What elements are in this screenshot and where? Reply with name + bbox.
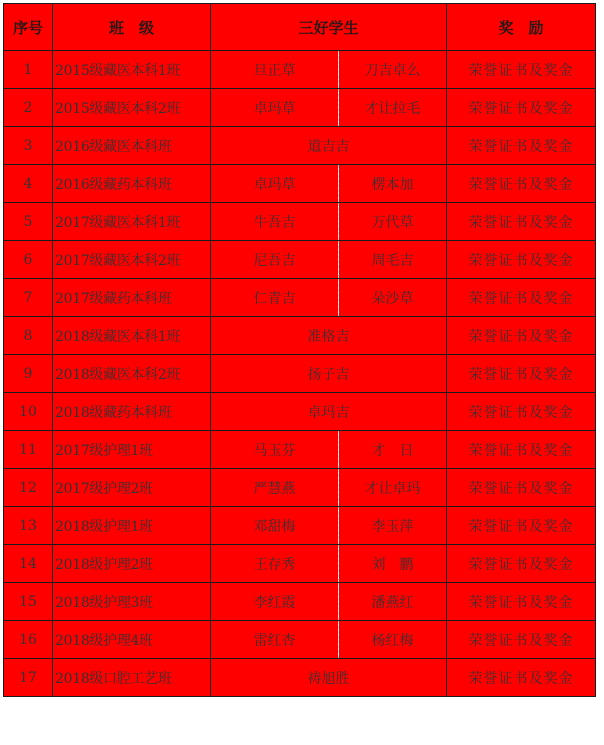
- class-name: 2017级藏药本科班: [53, 279, 211, 317]
- table-row: [4, 545, 596, 583]
- class-name: 2017级护理2班: [53, 469, 211, 507]
- row-number: 1: [4, 51, 53, 89]
- award: 荣誉证书及奖金: [447, 317, 596, 355]
- student-name: 刀吉卓么: [339, 51, 447, 89]
- header-class: 班 级: [53, 4, 211, 51]
- award: 荣誉证书及奖金: [447, 355, 596, 393]
- student-name: 才让拉毛: [339, 89, 447, 127]
- award: 荣誉证书及奖金: [447, 127, 596, 165]
- class-name: 2016级藏药本科班: [53, 165, 211, 203]
- table-row: [4, 659, 596, 697]
- student-name: 楞本加: [339, 165, 447, 203]
- award: 荣誉证书及奖金: [447, 241, 596, 279]
- student-name: 卓玛草: [211, 165, 339, 203]
- table-row: [4, 583, 596, 621]
- row-number: 6: [4, 241, 53, 279]
- award: 荣誉证书及奖金: [447, 469, 596, 507]
- student-name: 杨红梅: [339, 621, 447, 659]
- row-number: 2: [4, 89, 53, 127]
- row-number: 7: [4, 279, 53, 317]
- award: 荣誉证书及奖金: [447, 507, 596, 545]
- student-name: 王存秀: [211, 545, 339, 583]
- row-number: 5: [4, 203, 53, 241]
- table-row: [4, 431, 596, 469]
- row-number: 12: [4, 469, 53, 507]
- class-name: 2017级藏医本科1班: [53, 203, 211, 241]
- award: 荣誉证书及奖金: [447, 431, 596, 469]
- student-name: 扬子吉: [211, 355, 447, 393]
- award: 荣誉证书及奖金: [447, 51, 596, 89]
- header-students: 三好学生: [211, 4, 447, 51]
- table-row: [4, 621, 596, 659]
- table-row: [4, 317, 596, 355]
- table-row: [4, 241, 596, 279]
- honor-table: [3, 3, 596, 697]
- row-number: 17: [4, 659, 53, 697]
- table-row: [4, 89, 596, 127]
- class-name: 2016级藏医本科班: [53, 127, 211, 165]
- table-row: [4, 51, 596, 89]
- student-name: 严慧燕: [211, 469, 339, 507]
- award: 荣誉证书及奖金: [447, 659, 596, 697]
- award: 荣誉证书及奖金: [447, 89, 596, 127]
- student-name: 才让卓玛: [339, 469, 447, 507]
- class-name: 2018级藏医本科2班: [53, 355, 211, 393]
- award: 荣誉证书及奖金: [447, 621, 596, 659]
- student-name: 道吉吉: [211, 127, 447, 165]
- table-header: [4, 4, 596, 51]
- student-name: 准格吉: [211, 317, 447, 355]
- table-body: [4, 51, 596, 697]
- class-name: 2015级藏医本科1班: [53, 51, 211, 89]
- student-name: 刘 鹏: [339, 545, 447, 583]
- table-row: [4, 355, 596, 393]
- award: 荣誉证书及奖金: [447, 165, 596, 203]
- student-name: 李红霞: [211, 583, 339, 621]
- student-name: 马玉芬: [211, 431, 339, 469]
- class-name: 2018级口腔工艺班: [53, 659, 211, 697]
- header-award: 奖 励: [447, 4, 596, 51]
- row-number: 4: [4, 165, 53, 203]
- class-name: 2017级护理1班: [53, 431, 211, 469]
- class-name: 2018级藏药本科班: [53, 393, 211, 431]
- table-row: [4, 469, 596, 507]
- student-name: 朵沙草: [339, 279, 447, 317]
- row-number: 13: [4, 507, 53, 545]
- class-name: 2018级护理1班: [53, 507, 211, 545]
- class-name: 2018级护理2班: [53, 545, 211, 583]
- table-row: [4, 165, 596, 203]
- student-name: 卓玛吉: [211, 393, 447, 431]
- award: 荣誉证书及奖金: [447, 545, 596, 583]
- class-name: 2015级藏医本科2班: [53, 89, 211, 127]
- table-row: [4, 279, 596, 317]
- header-no: 序号: [4, 4, 53, 51]
- row-number: 9: [4, 355, 53, 393]
- class-name: 2018级护理3班: [53, 583, 211, 621]
- award: 荣誉证书及奖金: [447, 279, 596, 317]
- student-name: 潘燕红: [339, 583, 447, 621]
- row-number: 10: [4, 393, 53, 431]
- student-name: 才 日: [339, 431, 447, 469]
- row-number: 8: [4, 317, 53, 355]
- award: 荣誉证书及奖金: [447, 393, 596, 431]
- header-row: [4, 4, 596, 51]
- student-name: 邓甜梅: [211, 507, 339, 545]
- student-name: 祷旭胜: [211, 659, 447, 697]
- student-name: 万代草: [339, 203, 447, 241]
- table-row: [4, 507, 596, 545]
- row-number: 16: [4, 621, 53, 659]
- student-name: 周毛吉: [339, 241, 447, 279]
- row-number: 3: [4, 127, 53, 165]
- student-name: 仁青吉: [211, 279, 339, 317]
- class-name: 2017级藏医本科2班: [53, 241, 211, 279]
- student-name: 李玉萍: [339, 507, 447, 545]
- student-name: 牛吾吉: [211, 203, 339, 241]
- class-name: 2018级藏医本科1班: [53, 317, 211, 355]
- table-row: [4, 393, 596, 431]
- row-number: 15: [4, 583, 53, 621]
- award: 荣誉证书及奖金: [447, 203, 596, 241]
- student-name: 尼吾吉: [211, 241, 339, 279]
- table-row: [4, 203, 596, 241]
- student-name: 卓玛草: [211, 89, 339, 127]
- award: 荣誉证书及奖金: [447, 583, 596, 621]
- table-row: [4, 127, 596, 165]
- class-name: 2018级护理4班: [53, 621, 211, 659]
- row-number: 11: [4, 431, 53, 469]
- student-name: 旦正草: [211, 51, 339, 89]
- student-name: 雷红杏: [211, 621, 339, 659]
- row-number: 14: [4, 545, 53, 583]
